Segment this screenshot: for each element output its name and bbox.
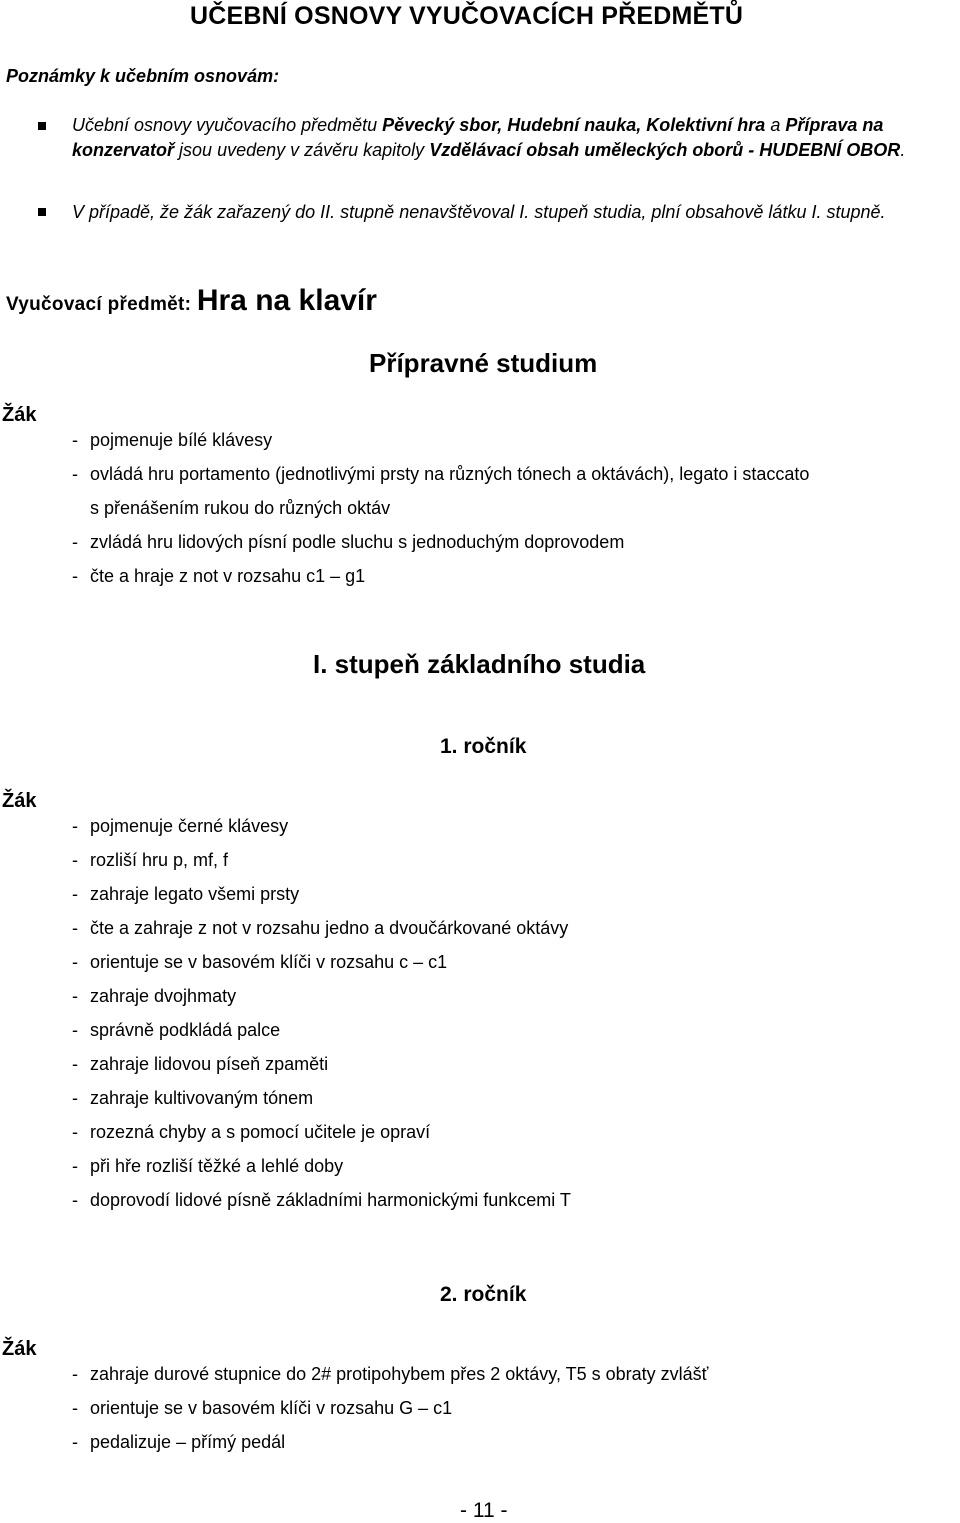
dash: - [72, 566, 78, 586]
dash: - [72, 1432, 78, 1452]
dash: - [72, 1364, 78, 1384]
list-item-text: pedalizuje – přímý pedál [90, 1432, 286, 1452]
zak-label: Žák [2, 1338, 37, 1360]
note-1-text-c: a [765, 115, 786, 135]
list-item-text: zahraje durové stupnice do 2# protipohybem přes 2 oktávy, T5 s obraty zvlášť [90, 1364, 709, 1384]
list-item-text: čte a zahraje z not v rozsahu jedno a dvoučárkované oktávy [90, 918, 569, 938]
subject-line [6, 284, 377, 318]
dash: - [72, 884, 78, 904]
list-item [72, 884, 299, 905]
stage1-heading: I. stupeň základního studia [313, 649, 646, 679]
list-item-text: zahraje lidovou píseň zpaměti [90, 1054, 329, 1074]
list-item [72, 918, 568, 939]
list-item-text: pojmenuje černé klávesy [90, 816, 289, 836]
list-item-text: orientuje se v basovém klíči v rozsahu G – c1 [90, 1398, 453, 1418]
note-1-subjects: Pěvecký sbor, Hudební nauka, Kolektivní hra [382, 115, 766, 135]
list-item [72, 1190, 571, 1211]
list-item [72, 1156, 343, 1177]
dash: - [72, 918, 78, 938]
dash: - [72, 1054, 78, 1074]
list-item [72, 464, 809, 485]
dash: - [72, 430, 78, 450]
dash: - [72, 1088, 78, 1108]
list-item-text: rozliší hru p, mf, f [90, 850, 229, 870]
notes-heading: Poznámky k učebním osnovám: [6, 66, 280, 86]
list-item [72, 532, 624, 553]
dash: - [72, 1020, 78, 1040]
note-2: V případě, že žák zařazený do II. stupně nenavštěvoval I. stupeň studia, plní obsahově látku I. stupně. [72, 202, 886, 222]
list-item-text: zahraje kultivovaným tónem [90, 1088, 314, 1108]
list-item-text: doprovodí lidové písně základními harmonickými funkcemi T [90, 1190, 571, 1210]
dash: - [72, 1398, 78, 1418]
dash: - [72, 986, 78, 1006]
list-item [72, 1364, 708, 1385]
zak-label: Žák [2, 790, 37, 812]
list-item [72, 1088, 313, 1109]
list-item [72, 986, 236, 1007]
page-number: - 11 - [460, 1499, 508, 1522]
list-item-text: pojmenuje bílé klávesy [90, 430, 273, 450]
dash: - [72, 952, 78, 972]
note-1-text-g: . [900, 140, 906, 160]
list-item-text: zahraje dvojhmaty [90, 986, 237, 1006]
list-item-text: zvládá hru lidových písní podle sluchu s jednoduchým doprovodem [90, 532, 625, 552]
list-item [72, 430, 272, 451]
zak-label: Žák [2, 404, 37, 426]
dash: - [72, 1190, 78, 1210]
list-item [72, 566, 365, 587]
note-1-conservatory: Příprava na konzervatoř [72, 115, 884, 160]
preparatory-heading: Přípravné studium [369, 348, 598, 378]
bullet-square-icon [38, 122, 46, 130]
bullet-square-icon [38, 208, 46, 216]
dash: - [72, 850, 78, 870]
dash: - [72, 1122, 78, 1142]
list-item-text: rozezná chyby a s pomocí učitele je opraví [90, 1122, 431, 1142]
list-item [72, 1122, 430, 1143]
note-1-text-a: Učební osnovy vyučovacího předmětu [72, 115, 383, 135]
note-1-text-e: jsou uvedeny v závěru kapitoly [174, 140, 430, 160]
subject-name: Hra na klavír [196, 284, 377, 317]
list-item-text: ovládá hru portamento (jednotlivými prsty na různých tónech a oktávách), legato i staccato [90, 464, 810, 484]
list-item [72, 1432, 285, 1453]
list-item [72, 816, 288, 837]
list-item [72, 1398, 452, 1419]
list-item [72, 1020, 280, 1041]
list-item-text: správně podkládá palce [90, 1020, 281, 1040]
year1-heading: 1. ročník [440, 735, 527, 758]
dash: - [72, 1156, 78, 1176]
document-title: UČEBNÍ OSNOVY VYUČOVACÍCH PŘEDMĚTŮ [190, 2, 744, 30]
list-item-text: zahraje legato všemi prsty [90, 884, 300, 904]
list-item [72, 850, 228, 871]
dash: - [72, 816, 78, 836]
note-1 [72, 113, 952, 163]
list-item-text: čte a hraje z not v rozsahu c1 – g1 [90, 566, 366, 586]
list-item-text: orientuje se v basovém klíči v rozsahu c – c1 [90, 952, 448, 972]
list-item-continuation: s přenášením rukou do různých oktáv [90, 498, 391, 518]
list-item [72, 952, 447, 973]
subject-label: Vyučovací předmět: [6, 294, 197, 315]
list-item [72, 1054, 328, 1075]
note-1-chapter: Vzdělávací obsah uměleckých oborů - HUDEBNÍ OBOR [429, 140, 901, 160]
list-item-text: při hře rozliší těžké a lehlé doby [90, 1156, 344, 1176]
year2-heading: 2. ročník [440, 1283, 527, 1306]
dash: - [72, 532, 78, 552]
dash: - [72, 464, 78, 484]
